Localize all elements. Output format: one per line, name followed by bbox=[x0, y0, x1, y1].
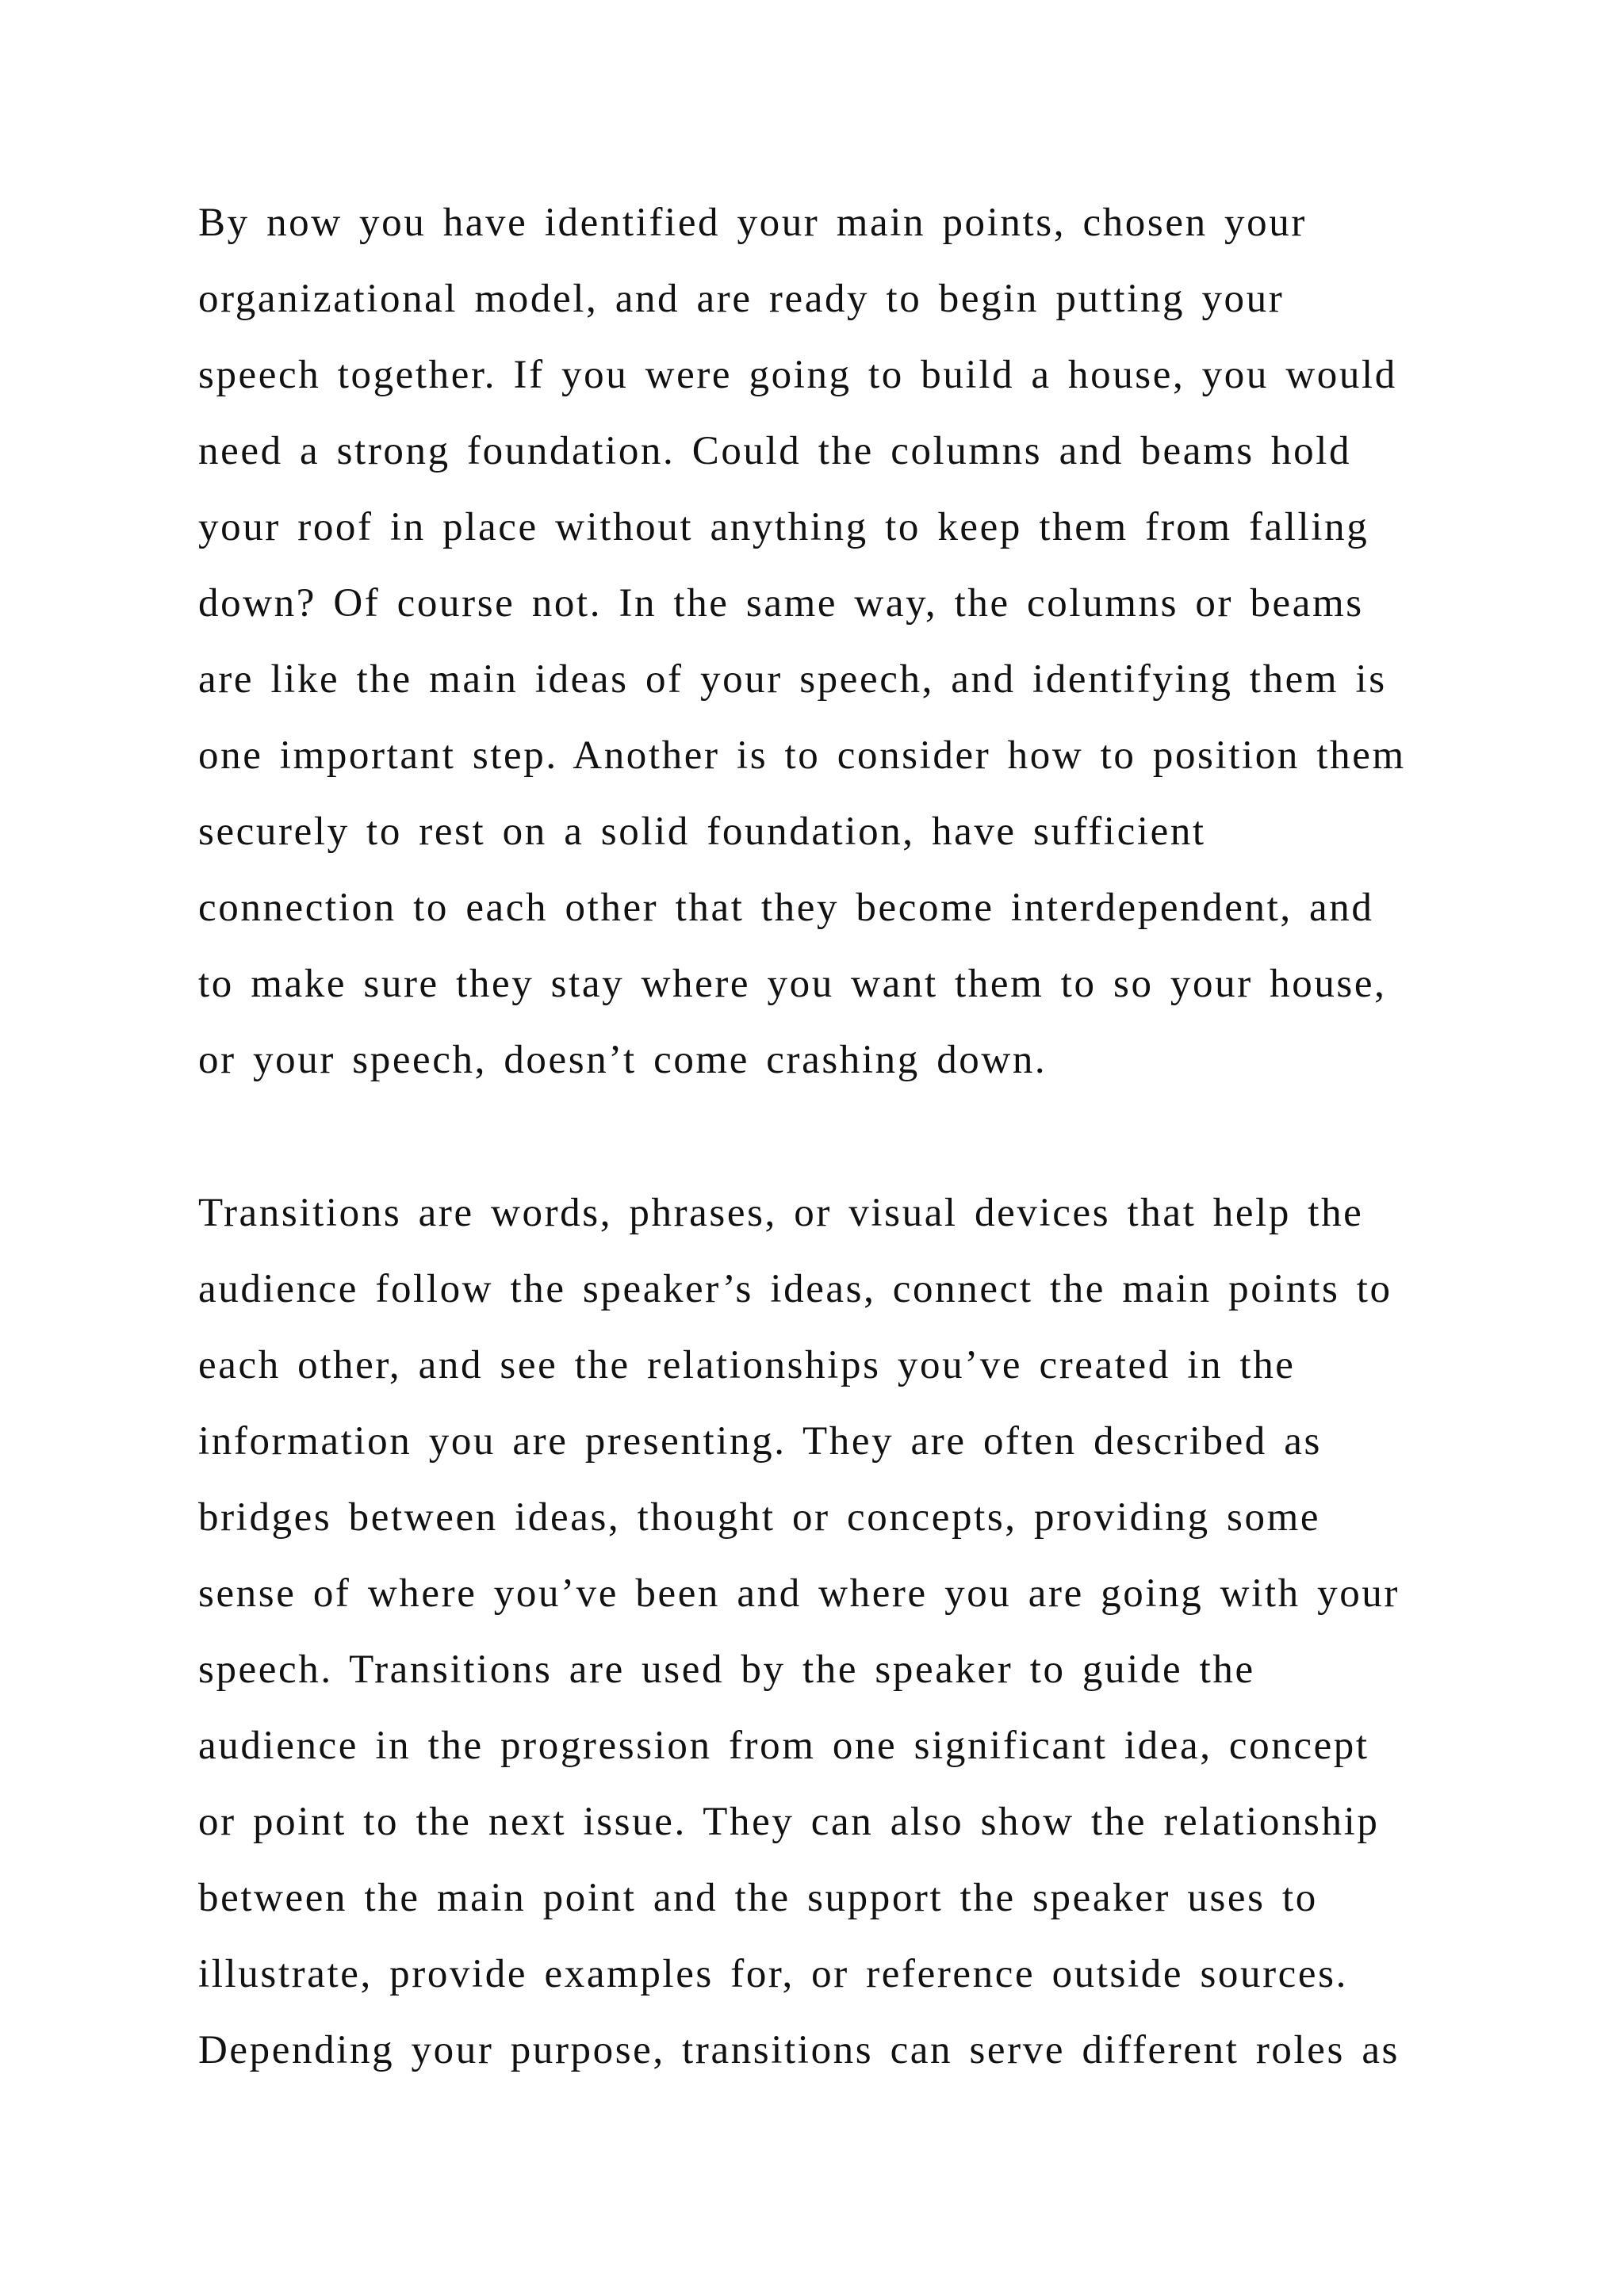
text-line: speech together. If you were going to build a house, you would bbox=[198, 353, 1397, 397]
text-line: By now you have identified your main points, chosen your bbox=[198, 201, 1307, 245]
text-line: bridges between ideas, thought or concepts, providing some bbox=[198, 1495, 1321, 1540]
text-line: audience follow the speaker’s ideas, connect the main points to bbox=[198, 1267, 1392, 1311]
text-line: down? Of course not. In the same way, the columns or beams bbox=[198, 581, 1364, 626]
text-line: organizational model, and are ready to begin putting your bbox=[198, 277, 1285, 321]
text-line: need a strong foundation. Could the columns and beams hold bbox=[198, 429, 1352, 473]
text-line: Depending your purpose, transitions can serve different roles as bbox=[198, 2028, 1400, 2072]
text-line: to make sure they stay where you want them to so your house, bbox=[198, 962, 1387, 1006]
text-line: securely to rest on a solid foundation, have sufficient bbox=[198, 809, 1206, 854]
text-line: one important step. Another is to consider how to position them bbox=[198, 733, 1406, 778]
paragraph-speech-foundation bbox=[198, 185, 1435, 1098]
text-line: information you are presenting. They are often described as bbox=[198, 1419, 1322, 1464]
text-line: speech. Transitions are used by the speaker to guide the bbox=[198, 1647, 1255, 1692]
text-line: audience in the progression from one significant idea, concept bbox=[198, 1724, 1369, 1768]
text-line: illustrate, provide examples for, or reference outside sources. bbox=[198, 1952, 1348, 1996]
text-line: or point to the next issue. They can also show the relationship bbox=[198, 1800, 1380, 1844]
text-line: Transitions are words, phrases, or visual devices that help the bbox=[198, 1191, 1364, 1235]
text-line: connection to each other that they become interdependent, and bbox=[198, 886, 1374, 930]
text-line: between the main point and the support the speaker uses to bbox=[198, 1876, 1318, 1920]
text-line: are like the main ideas of your speech, and identifying them is bbox=[198, 657, 1387, 702]
text-line: your roof in place without anything to keep them from falling bbox=[198, 505, 1369, 549]
text-line: each other, and see the relationships you’ve created in the bbox=[198, 1343, 1296, 1387]
text-line: or your speech, doesn’t come crashing down. bbox=[198, 1038, 1048, 1082]
text-line: sense of where you’ve been and where you are going with your bbox=[198, 1571, 1400, 1616]
paragraph-transitions bbox=[198, 1175, 1435, 2088]
